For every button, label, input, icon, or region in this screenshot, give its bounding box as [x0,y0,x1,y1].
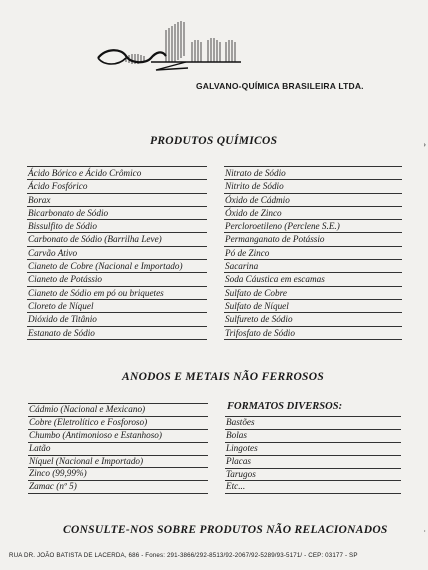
list-item: Bicarbonato de Sódio [27,207,207,220]
quimicos-left-list [27,166,207,340]
list-item: Ácido Bórico e Ácido Crômico [27,166,207,180]
list-item: Tarugos [225,469,401,482]
list-item: Carvão Ativo [27,247,207,260]
list-item: Bissulfito de Sódio [27,220,207,233]
list-item: Bastões [225,416,401,430]
list-item: Sulfato de Níquel [224,300,402,313]
list-item: Óxido de Cádmio [224,194,402,207]
list-item: Percloroetileno (Perclene S.E.) [224,220,402,233]
list-item: Zamac (nº 5) [28,481,208,494]
list-item: Ácido Fosfórico [27,180,207,193]
footer-address: RUA DR. JOÃO BATISTA DE LACERDA, 686 - Fones: 291-3866/292-8513/92-2067/92-5289/93-5171/ - CEP: 03177 - SP [9,552,358,559]
list-item: Cloreto de Níquel [27,300,207,313]
list-item: Carbonato de Sódio (Barrilha Leve) [27,233,207,246]
list-item: Placas [225,456,401,469]
list-item: Cádmio (Nacional e Mexicano) [28,403,208,417]
alpha-logo [96,18,246,78]
list-item: Níquel (Nacional e Importado) [28,456,208,469]
list-item: Cianeto de Potássio [27,273,207,286]
list-item: Trifosfato de Sódio [224,327,402,340]
list-item: Nitrito de Sódio [224,180,402,193]
quimicos-right-list [224,166,402,340]
list-item: Nitrato de Sódio [224,166,402,180]
list-item: Óxido de Zinco [224,207,402,220]
margin-mark: · [423,527,426,536]
list-item: Dióxido de Titânio [27,313,207,326]
list-item: Sacarina [224,260,402,273]
list-item: Pó de Zinco [224,247,402,260]
section-title-quimicos: PRODUTOS QUÍMICOS [150,135,278,147]
formatos-title: FORMATOS DIVERSOS: [227,401,343,412]
list-item: Estanato de Sódio [27,327,207,340]
list-item: Latão [28,443,208,456]
list-item: Bolas [225,430,401,443]
list-item: Zinco (99,99%) [28,468,208,481]
list-item: Soda Cáustica em escamas [224,273,402,286]
section-title-anodos: ANODOS E METAIS NÃO FERROSOS [122,371,325,383]
list-item: Lingotes [225,443,401,456]
company-name: GALVANO-QUÍMICA BRASILEIRA LTDA. [196,81,364,91]
list-item: Borax [27,194,207,207]
margin-mark: › [423,140,426,149]
list-item: Permanganato de Potássio [224,233,402,246]
formatos-list [225,416,401,494]
list-item: Sulfureto de Sódio [224,313,402,326]
list-item: Sulfato de Cobre [224,287,402,300]
list-item: Cianeto de Sódio em pó ou briquetes [27,287,207,300]
consulte-text: CONSULTE-NOS SOBRE PRODUTOS NÃO RELACIONADOS [63,524,388,536]
list-item: Etc... [225,481,401,494]
list-item: Cobre (Eletrolítico e Fosforoso) [28,417,208,430]
list-item: Cianeto de Cobre (Nacional e Importado) [27,260,207,273]
anodos-list [28,403,208,494]
list-item: Chumbo (Antimonioso e Estanhoso) [28,430,208,443]
